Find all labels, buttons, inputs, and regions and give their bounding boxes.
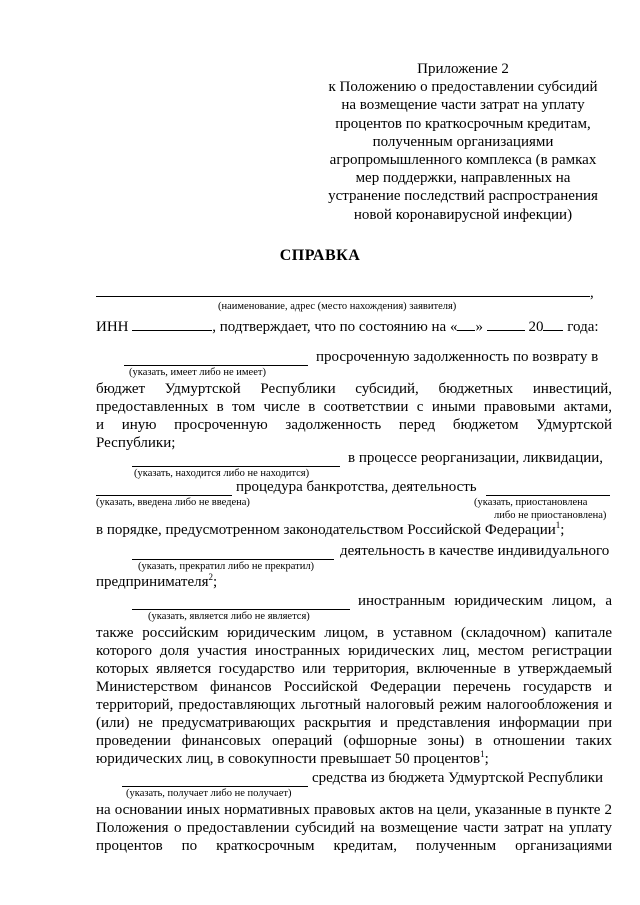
- applicant-hint: (наименование, адрес (место нахождения) заявителя): [218, 301, 457, 312]
- appendix-header: [318, 60, 608, 224]
- appendix-line: к Положению о предоставлении субсидий: [328, 79, 598, 96]
- foreign-line: иностранным юридическим лицом, а: [358, 593, 612, 609]
- date-day-field[interactable]: [457, 316, 475, 331]
- foreign-text-line: проведении финансовых операций (офшорные зоны) в отношении таких: [96, 733, 612, 749]
- footnote-ref: 1: [555, 520, 561, 530]
- inn-text: , подтверждает, что по состоянию на «: [212, 319, 458, 335]
- foreign-text: юридических лиц, в совокупности превышает 50 процентов: [96, 751, 481, 767]
- foreign-status-field[interactable]: [132, 595, 350, 610]
- date-month-field[interactable]: [487, 316, 525, 331]
- applicant-row: [96, 282, 594, 302]
- debt-status-field[interactable]: [124, 351, 308, 366]
- funds-text-line: процентов по краткосрочным кредитам, полученным организациями: [96, 838, 612, 854]
- punct: ;: [560, 522, 565, 538]
- appendix-line: мер поддержки, направленных на: [355, 170, 571, 187]
- foreign-text-line: которых является государство или территория, включенные в утверждаемый: [96, 661, 612, 677]
- appendix-line: новой коронавирусной инфекции): [353, 206, 573, 223]
- bankruptcy-line: процедура банкротства, деятельность: [236, 479, 477, 495]
- reorg-line: в процессе реорганизации, ликвидации,: [348, 450, 604, 466]
- debt-text-line: и иную просроченную задолженность перед бюджетом Удмуртской: [96, 417, 612, 433]
- debt-text-line: бюджет Удмуртской Республики субсидий, бюджетных инвестиций,: [96, 381, 612, 397]
- debt-text-line: предоставленных в том числе в соответствии с иными правовыми актами,: [96, 399, 612, 415]
- footnote-ref: 1: [480, 749, 485, 759]
- entrepreneur-line: деятельность в качестве индивидуального: [340, 543, 610, 559]
- entrepreneur-text: предпринимателя: [96, 574, 209, 590]
- appendix-line: Приложение 2: [417, 61, 509, 77]
- punct: ;: [484, 751, 489, 767]
- applicant-name-field[interactable]: [96, 282, 590, 297]
- appendix-line: агропромышленного комплекса (в рамках: [329, 152, 597, 169]
- date-year-field[interactable]: [543, 316, 563, 331]
- funds-status-field[interactable]: [122, 772, 308, 787]
- appendix-line: процентов по краткосрочным кредитам,: [335, 115, 591, 132]
- foreign-text-line: также российским юридическим лицом, в уставном (складочном) капитале: [96, 625, 612, 641]
- punct: ;: [213, 574, 218, 590]
- reorg-hint: (указать, находится либо не находится): [134, 468, 310, 479]
- bankruptcy-status-field[interactable]: [96, 481, 232, 496]
- activity-status-field[interactable]: [486, 481, 610, 496]
- funds-line: средства из бюджета Удмуртской Республики: [312, 770, 604, 786]
- document-title: СПРАВКА: [279, 247, 361, 264]
- foreign-last-line: [96, 750, 489, 768]
- funds-text-line: Положения о предоставлении субсидий на возмещение части затрат на уплату: [96, 820, 612, 836]
- appendix-line: на возмещение части затрат на уплату: [341, 97, 585, 114]
- appendix-line: устранение последствий распространения: [328, 188, 598, 205]
- appendix-line: полученным организациями: [372, 133, 554, 150]
- foreign-hint: (указать, является либо не является): [148, 611, 310, 622]
- debt-line: просроченную задолженность по возврату в: [316, 349, 599, 365]
- bankruptcy-law-line: [96, 521, 564, 539]
- inn-label: ИНН: [96, 319, 129, 335]
- activity-hint: (указать, приостановлена: [474, 497, 588, 508]
- entrepreneur-hint: (указать, прекратил либо не прекратил): [138, 561, 315, 572]
- foreign-text-line: территорий, предоставляющих льготный налоговый режим налогообложения и: [96, 697, 612, 713]
- foreign-text-line: Министерством финансов Российской Федерации перечень государств и: [96, 679, 612, 695]
- funds-hint: (указать, получает либо не получает): [126, 788, 292, 799]
- debt-text-line: Республики;: [96, 435, 176, 451]
- applicant-comma: ,: [590, 285, 594, 301]
- entrepreneur-status-field[interactable]: [132, 545, 334, 560]
- inn-row: [96, 316, 599, 336]
- debt-hint: (указать, имеет либо не имеет): [129, 367, 266, 378]
- entrepreneur-line-2: [96, 573, 217, 591]
- footnote-ref: 2: [208, 572, 213, 582]
- foreign-text-line: (или) не предусматривающих раскрытия и представления информации при: [96, 715, 612, 731]
- funds-text-line: на основании иных нормативных правовых актов на цели, указанные в пункте 2: [96, 802, 612, 818]
- inn-text: »: [475, 319, 483, 335]
- activity-hint: либо не приостановлена): [494, 510, 607, 521]
- foreign-text-line: которого доля участия иностранных юридических лиц, местом регистрации: [96, 643, 612, 659]
- law-text: в порядке, предусмотренном законодательством Российской Федерации: [96, 522, 556, 538]
- inn-field[interactable]: [132, 316, 212, 331]
- bankruptcy-hint: (указать, введена либо не введена): [96, 497, 250, 508]
- year-prefix: 20: [528, 319, 544, 335]
- inn-text: года:: [567, 319, 599, 335]
- reorg-status-field[interactable]: [132, 452, 340, 467]
